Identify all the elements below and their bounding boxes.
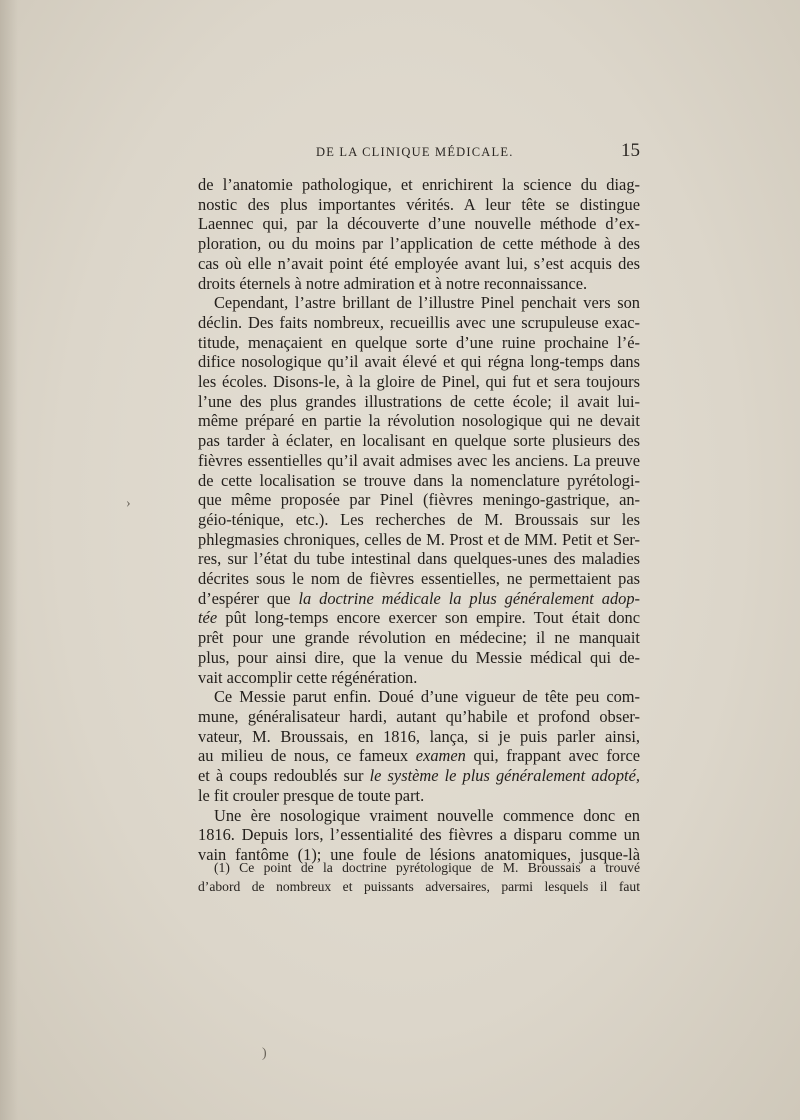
text-line <box>198 569 640 589</box>
text-segment: de cette localisation se trouve dans la nomenclature pyrétologi- <box>198 470 640 490</box>
text-line <box>198 589 640 609</box>
text-segment: Une ère nosologique vraiment nouvelle commence donc en <box>214 805 640 825</box>
text-line <box>198 195 640 215</box>
text-segment: pas tarder à éclater, en localisant en quelque sorte plusieurs des <box>198 431 640 451</box>
italic-segment: la doctrine médicale la plus généralement adop- <box>298 588 640 608</box>
body-text <box>198 175 640 865</box>
text-segment: vait accomplir cette régénération. <box>198 667 418 687</box>
footnote-line: d’abord de nombreux et puissants adversaires, parmi lesquels il faut <box>198 879 640 894</box>
text-segment: le fit crouler presque de toute part. <box>198 785 425 805</box>
text-line <box>198 668 640 688</box>
text-line <box>198 451 640 471</box>
text-segment: que même proposée par Pinel (fièvres meningo-gastrique, an- <box>198 490 640 510</box>
italic-segment: le système le plus généralement adopté, <box>369 766 640 786</box>
text-segment: Laennec qui, par la découverte d’une nouvelle méthode d’ex- <box>198 214 640 234</box>
text-segment: Ce Messie parut enfin. Doué d’une vigueur de tête peu com- <box>214 687 640 707</box>
text-segment: déclin. Des faits nombreux, recueillis avec une scrupuleuse exac- <box>198 312 640 332</box>
text-line <box>198 175 640 195</box>
text-line <box>198 608 640 628</box>
text-segment: même préparé en partie la révolution nosologique qui ne devait <box>198 411 640 431</box>
text-segment: prêt pour une grande révolution en médecine; il ne manquait <box>198 628 640 648</box>
text-line <box>198 313 640 333</box>
text-line <box>198 214 640 234</box>
text-segment: 1816. Depuis lors, l’essentialité des fièvres a disparu comme un <box>198 825 640 845</box>
text-line <box>198 392 640 412</box>
text-line <box>198 806 640 826</box>
text-line <box>198 786 640 806</box>
text-line <box>198 510 640 530</box>
text-segment: titude, menaçaient en quelque sorte d’une ruine prochaine l’é- <box>198 332 640 352</box>
text-segment: décrites sous le nom de fièvres essentielles, ne permettaient pas <box>198 569 640 589</box>
text-segment: pût long-temps encore exercer son empire. Tout était donc <box>217 608 640 628</box>
text-segment: de l’anatomie pathologique, et enrichirent la science du diag- <box>198 175 640 194</box>
text-line <box>198 490 640 510</box>
text-line <box>198 825 640 845</box>
footnote <box>198 858 640 896</box>
italic-segment: tée <box>198 608 218 628</box>
text-segment: d’espérer que <box>198 588 299 608</box>
text-line <box>198 234 640 254</box>
text-segment: difice nosologique qu’il avait élevé et qui régna long-temps dans <box>198 352 640 372</box>
text-line <box>198 372 640 392</box>
text-line <box>198 293 640 313</box>
text-line <box>198 431 640 451</box>
text-line <box>198 549 640 569</box>
text-segment: l’une des plus grandes illustrations de cette école; il avait lui- <box>198 391 640 411</box>
text-line <box>198 333 640 353</box>
text-segment: vain fantôme (1); une foule de lésions anatomiques, jusque-là <box>198 844 640 864</box>
text-segment: nostic des plus importantes vérités. A leur tête se distingue <box>198 194 640 214</box>
text-line <box>198 766 640 786</box>
page-number: 15 <box>621 140 640 161</box>
text-segment: et à coups redoublés sur <box>198 766 370 786</box>
text-line <box>198 727 640 747</box>
text-segment: res, sur l’état du tube intestinal dans quelques-unes des maladies <box>198 549 640 569</box>
page-header <box>198 140 640 164</box>
text-line <box>198 746 640 766</box>
text-segment: géio-ténique, etc.). Les recherches de M. Broussais sur les <box>198 509 640 529</box>
text-line <box>198 530 640 550</box>
text-segment: droits éternels à notre admiration et à notre reconnaissance. <box>198 273 588 293</box>
text-segment: Cependant, l’astre brillant de l’illustre Pinel penchait vers son <box>214 293 640 313</box>
page-edge-shadow <box>0 0 18 1120</box>
text-line <box>198 352 640 372</box>
text-line <box>198 628 640 648</box>
text-segment: qui, frappant avec force <box>465 746 640 766</box>
text-segment: ploration, ou du moins par l’application de cette méthode à des <box>198 234 640 254</box>
text-line <box>198 648 640 668</box>
running-title: DE LA CLINIQUE MÉDICALE. <box>316 145 514 159</box>
text-line <box>198 274 640 294</box>
stray-mark: › <box>126 496 131 511</box>
text-segment: phlegmasies chroniques, celles de M. Prost et de MM. Petit et Ser- <box>198 529 640 549</box>
text-line <box>198 707 640 727</box>
italic-segment: examen <box>415 746 466 766</box>
footnote-line: (1) Ce point de la doctrine pyrétologique de M. Broussais a trouvé <box>214 860 640 875</box>
text-segment: fièvres essentielles qu’il avait admises avec les anciens. La preuve <box>198 450 640 470</box>
text-segment: vateur, M. Broussais, en 1816, lança, si je puis parler ainsi, <box>198 726 640 746</box>
text-segment: plus, pour ainsi dire, que la venue du Messie médical qui de- <box>198 647 640 667</box>
text-segment: les écoles. Disons-le, à la gloire de Pinel, qui fut et sera toujours <box>198 372 640 392</box>
text-segment: au milieu de nous, ce fameux <box>198 746 416 766</box>
text-line <box>198 254 640 274</box>
text-segment: cas où elle n’avait point été employée avant lui, s’est acquis des <box>198 253 640 273</box>
text-segment: mune, généralisateur hardi, autant qu’habile et profond obser- <box>198 706 640 726</box>
text-line <box>198 411 640 431</box>
text-line <box>198 687 640 707</box>
stray-mark: ) <box>262 1046 267 1061</box>
text-line <box>198 471 640 491</box>
